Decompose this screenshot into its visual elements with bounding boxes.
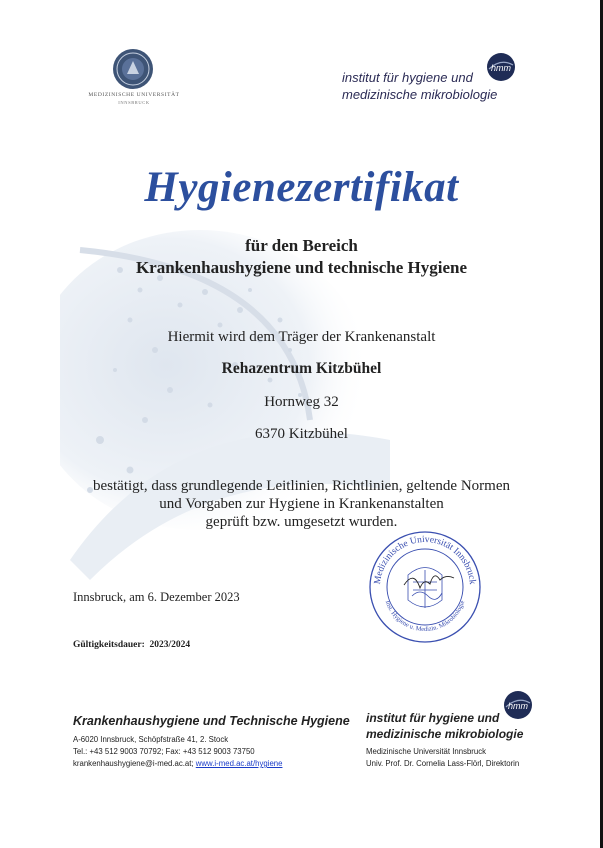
institute-name-line1: institut für hygiene und [342,70,473,85]
footer-email[interactable]: krankenhaushygiene@i-med.ac.at; [73,759,194,768]
footer-university: Medizinische Universität Innsbruck [366,747,487,756]
confirmation-line3: geprüft bzw. umgesetzt wurden. [205,514,398,530]
institute-name-line2: medizinische mikrobiologie [342,87,498,102]
footer-hmm-logo [503,690,533,720]
footer-director: Univ. Prof. Dr. Cornelia Lass-Flörl, Direktorin [366,759,520,768]
footer-hmm-logo-text: hmm [508,701,528,711]
intro-text: Hiermit wird dem Träger der Krankenanstalt [167,329,436,345]
footer-contact [73,759,282,768]
certificate-title: Hygienezertifikat [144,164,459,211]
validity-label: Gültigkeitsdauer: [73,640,145,650]
footer-website-link[interactable]: www.i-med.ac.at/hygiene [195,759,283,768]
area-line2: Krankenhaushygiene und technische Hygiene [135,258,468,277]
stamp-outer-text: Medizinische Universität Innsbruck [372,534,477,585]
university-name: MEDIZINISCHE UNIVERSITÄT [88,92,180,98]
validity-value: 2023/2024 [149,640,191,650]
stamp-inner-text: Inst. Hygiene u. Medizin. Mikrobiologie [383,599,467,634]
footer-institute-line1: institut für hygiene und [366,711,500,725]
footer-address: A-6020 Innsbruck, Schöpfstraße 41, 2. Stock [73,735,229,744]
confirmation-line2: und Vorgaben zur Hygiene in Krankenanstalten [159,496,444,512]
university-seal-logo [112,48,154,90]
footer-department-title: Krankenhaushygiene und Technische Hygiene [73,714,350,728]
footer-phone-fax: Tel.: +43 512 9003 70792; Fax: +43 512 9003 73750 [73,747,255,756]
organization-name: Rehazentrum Kitzbühel [221,360,382,377]
footer-institute-line2: medizinische mikrobiologie [366,727,524,741]
validity-period [73,640,190,650]
area-line1: für den Bereich [245,236,358,255]
hmm-logo-text: hmm [491,63,511,73]
confirmation-line1: bestätigt, dass grundlegende Leitlinien, Richtlinien, geltende Normen [93,478,510,494]
place-and-date: Innsbruck, am 6. Dezember 2023 [73,590,240,604]
official-stamp [368,530,482,644]
organization-city: 6370 Kitzbühel [255,426,348,442]
organization-street: Hornweg 32 [264,394,339,410]
hmm-logo [486,52,516,82]
university-city: INNSBRUCK [118,100,150,105]
